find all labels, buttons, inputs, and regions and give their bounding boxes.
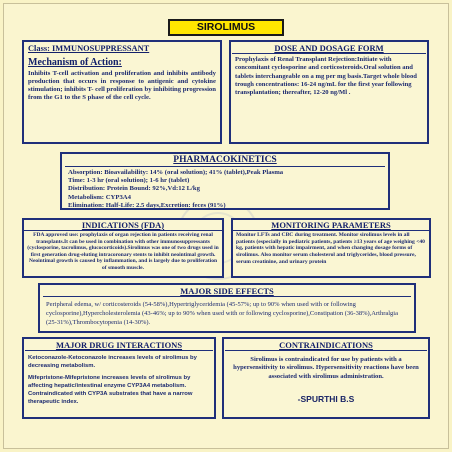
pk-header: PHARMACOKINETICS xyxy=(173,155,277,165)
class-box xyxy=(22,40,222,144)
side-effects-header: MAJOR SIDE EFFECTS xyxy=(180,286,274,296)
divider xyxy=(65,166,385,167)
divider xyxy=(43,296,411,297)
pk-line-time: Time: 1-3 hr (oral solution); 1-6 hr (tablet) xyxy=(68,177,190,185)
pk-lines xyxy=(68,169,382,210)
side-effects-box xyxy=(38,283,416,333)
monitoring-box xyxy=(231,218,431,278)
divider xyxy=(232,53,426,54)
indications-box xyxy=(22,218,224,278)
class-label: Class: IMMUNOSUPPRESSANT xyxy=(28,44,150,53)
poster-title: SIROLIMUS xyxy=(168,19,284,36)
pharmacokinetics-box xyxy=(60,152,390,210)
divider xyxy=(225,350,427,351)
interactions-para-1: Ketoconazole-Ketoconazole increases levels of sirolimus by decreasing metabolism. xyxy=(28,355,197,369)
interactions-box xyxy=(22,337,216,419)
interactions-header: MAJOR DRUG INTERACTIONS xyxy=(55,340,183,350)
signature: -SPURTHI B.S xyxy=(297,394,355,404)
moa-text: Inhibits T-cell activation and proliferation and inhibits antibody production that occurs in response to antigenic and cytokine stimulation; inhibits T- cell proliferation by inhibiting progression from the G1 to the S phase of the cell cycle. xyxy=(28,70,216,102)
contraindications-header: CONTRAINDICATIONS xyxy=(279,340,373,350)
dose-header: DOSE AND DOSAGE FORM xyxy=(274,43,384,53)
monitoring-text: Monitor LFTs and CBC during treatment. Monitor sirolimus levels in all patients (especially in pediatric patients, patients ≥13 years of age weighing <40 kg, patients with hepatic impairment, and when changing dosage forms of sirolimus. Also monitor serum cholesterol and triglycerides, blood pressure, serum creatinine, and urinary protein xyxy=(236,232,425,265)
divider xyxy=(233,230,429,231)
divider xyxy=(25,350,213,351)
side-effects-text: Peripheral edema, w/ corticosteroids (54-58%),Hypertriglyceridemia (45-57%; up to 90% when used with or following cyclosporine),Hypercholesterolemia (43-46%; up to 90% when used with or following cyclosporine),Constipation (36-38%),Arthralgia (25-31%),Thrombocytopenia (14-30%). xyxy=(46,301,398,326)
pk-line-metabolism: Metabolism: CYP3A4 xyxy=(68,193,131,201)
contraindications-text: Sirolimus is contraindicated for use by patients with a hypersensitivity to sirolimus. Hypersensitivity reactions have been associated with sirolimus administration. xyxy=(233,356,419,380)
monitoring-header: MONITORING PARAMETERS xyxy=(271,220,391,230)
pk-line-elimination: Elimination: Half-Life: 2.5 days,Excretion: feces (91%) xyxy=(68,201,226,209)
moa-label: Mechanism of Action: xyxy=(28,57,122,68)
pk-line-distribution: Distribution: Protein Bound: 92%,Vd:12 L/kg xyxy=(68,185,200,193)
dose-text: Prophylaxis of Renal Transplant Rejection:Initiate with concomitant cyclosporine and corticosteroids.Oral solution and tablets interchangeable on a mg per mg basis.Target whole blood trough concentrations: 16-24 ng/mL for the first year following transplantation; thereafter, 12-20 ng/Ml . xyxy=(235,56,417,97)
pk-line-absorption: Absorption: Bioavailability: 14% (oral solution); 41% (tablet),Peak Plasma xyxy=(68,169,284,176)
contraindications-box xyxy=(222,337,430,419)
dose-box xyxy=(229,40,429,144)
divider xyxy=(24,230,222,231)
interactions-para-2: Mifepristone-Mifepristone increases levels of sirolimus by affecting hepatic/intestinal enzyme CYP3A4 metabolism. Contraindicated with CYP3A substrates that have a narrow therapeutic index. xyxy=(28,375,193,405)
indications-text: FDA approved use: prophylaxis of organ rejection in patients receiving renal transplants.It can be used in combination with other immunosuppressants (cyclosporine, tacrolimus, glucocorticoids).Sirolimus was one of two drugs used in first generation drug-eluting intracoronary stents to inhibit neointimal growth. Neointimal growth is caused by inflammation, and is largely due to proliferation of smooth muscle. xyxy=(27,232,219,271)
indications-header: INDICATIONS (FDA) xyxy=(81,220,165,230)
